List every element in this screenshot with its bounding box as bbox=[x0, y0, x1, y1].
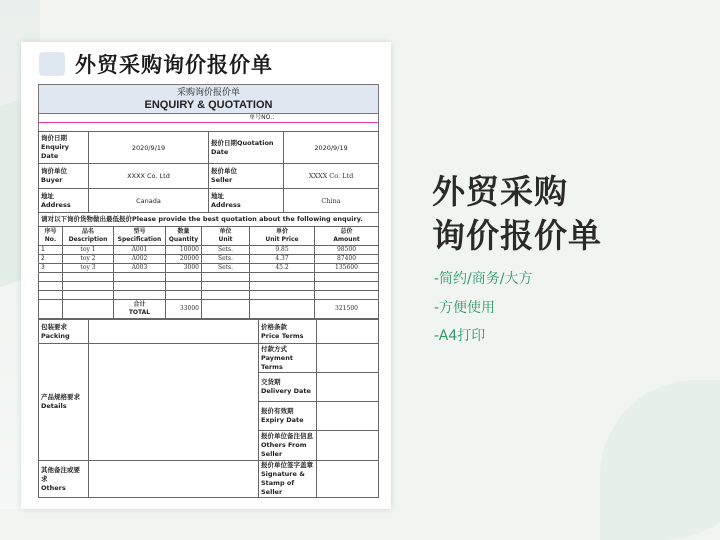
row-unit-price[interactable]: 4.37 bbox=[250, 255, 315, 264]
promo-title bbox=[432, 170, 602, 258]
buyer-address-label: 地址 Address bbox=[39, 189, 89, 213]
total-amount: 321500 bbox=[315, 300, 379, 319]
row-unit[interactable]: Sets. bbox=[202, 246, 250, 255]
promo-title-line: 询价报价单 bbox=[432, 216, 602, 255]
buyer-label: 询价单位 Buyer bbox=[39, 164, 89, 189]
total-row bbox=[39, 300, 379, 319]
table-row bbox=[39, 264, 379, 273]
col-unit-price: 单价 Unit Price bbox=[250, 227, 315, 246]
delivery-date-field[interactable] bbox=[317, 373, 379, 402]
row-no: 2 bbox=[39, 255, 63, 264]
spacer bbox=[38, 123, 379, 131]
row-specification[interactable]: A001 bbox=[114, 246, 166, 255]
enquiry-date[interactable]: 2020/9/19 bbox=[89, 132, 209, 164]
row-description[interactable]: toy 2 bbox=[63, 255, 114, 264]
row-quantity[interactable]: 3000 bbox=[166, 264, 202, 273]
price-terms-label: 价格条款 Price Terms bbox=[259, 320, 317, 344]
document-page bbox=[21, 42, 391, 509]
delivery-date-label: 交货期 Delivery Date bbox=[259, 373, 317, 402]
table-row bbox=[39, 255, 379, 264]
row-specification[interactable]: A002 bbox=[114, 255, 166, 264]
items-table bbox=[38, 226, 379, 319]
packing-field[interactable] bbox=[89, 320, 259, 344]
row-no: 1 bbox=[39, 246, 63, 255]
feature-item: -A4打印 bbox=[434, 328, 486, 344]
row-amount[interactable]: 87400 bbox=[315, 255, 379, 264]
seller-value[interactable]: XXXX Co. Ltd bbox=[284, 164, 379, 189]
row-unit-price[interactable]: 9.85 bbox=[250, 246, 315, 255]
page-title: 外贸采购询价报价单 bbox=[75, 53, 273, 77]
row-unit[interactable]: Sets. bbox=[202, 264, 250, 273]
form-title-en: ENQUIRY & QUOTATION bbox=[144, 99, 273, 111]
quotation-date[interactable]: 2020/9/19 bbox=[284, 132, 379, 164]
total-quantity: 33000 bbox=[166, 300, 202, 319]
table-row-empty bbox=[39, 291, 379, 300]
row-quantity[interactable]: 20000 bbox=[166, 255, 202, 264]
payment-terms-field[interactable] bbox=[317, 344, 379, 373]
decorative-leaf bbox=[600, 380, 720, 540]
feature-item: -方便使用 bbox=[434, 300, 496, 316]
expiry-date-label: 报价有效期 Expiry Date bbox=[259, 402, 317, 431]
row-amount[interactable]: 98500 bbox=[315, 246, 379, 255]
others-field[interactable] bbox=[89, 461, 259, 498]
seller-address-label: 地址 Address bbox=[209, 189, 284, 213]
feature-item: -简约/商务/大方 bbox=[434, 271, 533, 287]
price-terms-field[interactable] bbox=[317, 320, 379, 344]
row-unit[interactable]: Sets. bbox=[202, 255, 250, 264]
total-label: 合计 TOTAL bbox=[114, 300, 166, 319]
form-title-cn: 采购询价报价单 bbox=[176, 88, 240, 98]
details-label: 产品规格要求 Details bbox=[39, 344, 89, 461]
col-amount: 总价 Amount bbox=[315, 227, 379, 246]
seller-address[interactable]: China bbox=[284, 189, 379, 213]
row-description[interactable]: toy 3 bbox=[63, 264, 114, 273]
enquiry-date-label: 询价日期 Enquiry Date bbox=[39, 132, 89, 164]
buyer-value[interactable]: XXXX Co. Ltd bbox=[89, 164, 209, 189]
col-description: 品名 Description bbox=[63, 227, 114, 246]
col-quantity: 数量 Quantity bbox=[166, 227, 202, 246]
items-header-row bbox=[39, 227, 379, 246]
table-row bbox=[39, 246, 379, 255]
logo-placeholder bbox=[39, 52, 65, 76]
row-no: 3 bbox=[39, 264, 63, 273]
signature-field[interactable] bbox=[317, 461, 379, 498]
row-description[interactable]: toy 1 bbox=[63, 246, 114, 255]
party-info-table bbox=[38, 131, 379, 213]
row-unit-price[interactable]: 45.2 bbox=[250, 264, 315, 273]
payment-terms-label: 付款方式 Payment Terms bbox=[259, 344, 317, 373]
col-unit: 单位 Unit bbox=[202, 227, 250, 246]
buyer-address[interactable]: Canada bbox=[89, 189, 209, 213]
requirements-table bbox=[38, 319, 379, 498]
row-quantity[interactable]: 10000 bbox=[166, 246, 202, 255]
col-specification: 型号 Specification bbox=[114, 227, 166, 246]
quotation-form bbox=[38, 84, 379, 498]
packing-label: 包装要求 Packing bbox=[39, 320, 89, 344]
table-row-empty bbox=[39, 282, 379, 291]
expiry-date-field[interactable] bbox=[317, 402, 379, 431]
others-label: 其他备注或要 求 Others bbox=[39, 461, 89, 498]
col-no: 序号 No. bbox=[39, 227, 63, 246]
form-header bbox=[38, 84, 379, 114]
others-from-seller-field[interactable] bbox=[317, 431, 379, 461]
order-number: 单号NO.： bbox=[38, 114, 379, 123]
promo-title-line: 外贸采购 bbox=[432, 172, 568, 211]
row-amount[interactable]: 135600 bbox=[315, 264, 379, 273]
quotation-date-label: 报价日期Quotation Date bbox=[209, 132, 284, 164]
others-from-seller-label: 报价单位备注信息 Others From Seller bbox=[259, 431, 317, 461]
details-field[interactable] bbox=[89, 344, 259, 461]
signature-label: 报价单位签字盖章 Signature & Stamp of Seller bbox=[259, 461, 317, 498]
row-specification[interactable]: A003 bbox=[114, 264, 166, 273]
seller-label: 报价单位 Seller bbox=[209, 164, 284, 189]
enquiry-note: 请对以下询价货物做出最低报价Please provide the best quotation about the following enquiry. bbox=[38, 213, 379, 226]
table-row-empty bbox=[39, 273, 379, 282]
